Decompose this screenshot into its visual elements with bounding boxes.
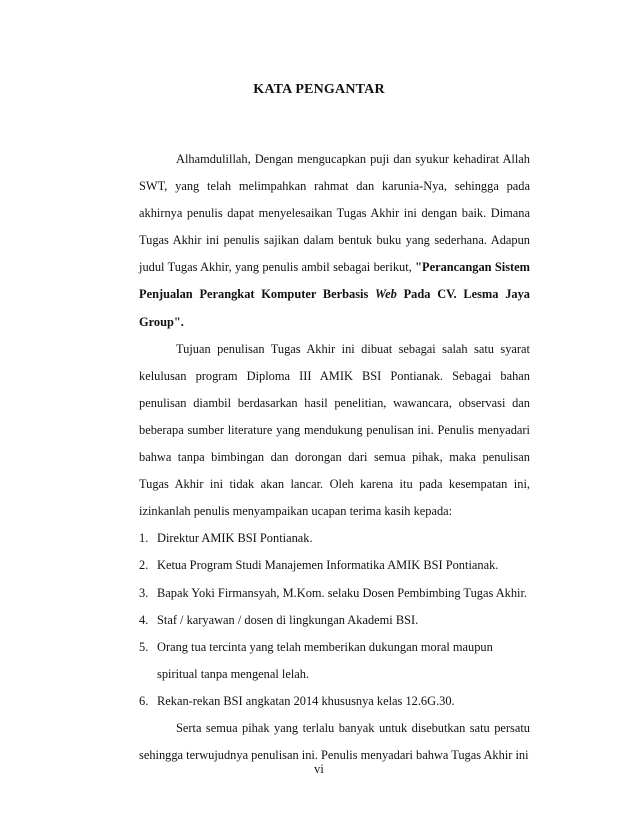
list-item-text: Orang tua tercinta yang telah memberikan dukungan moral maupun spiritual tanpa mengenal lelah. bbox=[157, 639, 493, 681]
list-item-text: Bapak Yoki Firmansyah, M.Kom. selaku Dosen Pembimbing Tugas Akhir. bbox=[157, 585, 528, 600]
paragraph-intro-text: Alhamdulillah, Dengan mengucapkan puji dan syukur kehadirat Allah SWT, yang telah melimpahkan rahmat dan karunia-Nya, sehingga pada akhirnya penulis dapat menyelesaikan Tugas Akhir ini dengan baik. Dimana Tugas Akhir ini penulis sajikan dalam bentuk buku yang sederhana. Adapun judul Tugas Akhir, yang penulis ambil sebagai berikut, bbox=[139, 152, 530, 275]
list-item bbox=[139, 634, 530, 688]
thesis-title-part2: Pada CV. Lesma Jaya Group bbox=[139, 287, 530, 329]
document-body bbox=[139, 146, 530, 769]
list-item bbox=[139, 688, 530, 715]
list-item bbox=[139, 580, 530, 607]
paragraph-purpose: Tujuan penulisan Tugas Akhir ini dibuat sebagai salah satu syarat kelulusan program Diploma III AMIK BSI Pontianak. Sebagai bahan penulisan diambil berdasarkan hasil penelitian, wawancara, observasi dan beberapa sumber literature yang mendukung penulisan ini. Penulis menyadari bahwa tanpa bimbingan dan dorongan dari semua pihak, maka penulisan Tugas Akhir ini tidak akan lancar. Oleh karena itu pada kesempatan ini, izinkanlah penulis menyampaikan ucapan terima kasih kepada: bbox=[139, 341, 530, 519]
list-item bbox=[139, 607, 530, 634]
paragraph-intro bbox=[139, 146, 530, 336]
list-item-text: Direktur AMIK BSI Pontianak. bbox=[157, 531, 313, 546]
list-item bbox=[139, 525, 530, 552]
list-item-number: 3. bbox=[139, 585, 149, 600]
page-number: vi bbox=[314, 762, 324, 776]
acknowledgement-list bbox=[139, 525, 530, 715]
list-item-number: 5. bbox=[139, 639, 149, 654]
list-item-text: Rekan-rekan BSI angkatan 2014 khususnya kelas 12.6G.30. bbox=[157, 693, 455, 708]
paragraph-closing: Serta semua pihak yang terlalu banyak untuk disebutkan satu persatu sehingga terwujudnya penulisan ini. Penulis menyadari bahwa Tugas Akhir ini bbox=[139, 720, 530, 763]
list-item-number: 4. bbox=[139, 612, 149, 627]
thesis-title-quote-close: ". bbox=[173, 314, 184, 329]
list-item-number: 6. bbox=[139, 693, 149, 708]
list-item bbox=[139, 552, 530, 579]
list-item-number: 2. bbox=[139, 558, 149, 573]
list-item-text: Ketua Program Studi Manajemen Informatika AMIK BSI Pontianak. bbox=[157, 558, 499, 573]
thesis-title-quote-open: " bbox=[415, 260, 423, 275]
list-item-text: Staf / karyawan / dosen di lingkungan Akademi BSI. bbox=[157, 612, 419, 627]
thesis-title-italic: Web bbox=[375, 287, 397, 302]
thesis-title-part1: Perancangan Sistem Penjualan Perangkat Komputer Berbasis bbox=[139, 260, 530, 302]
page-title: KATA PENGANTAR bbox=[253, 82, 385, 97]
list-item-number: 1. bbox=[139, 531, 149, 546]
